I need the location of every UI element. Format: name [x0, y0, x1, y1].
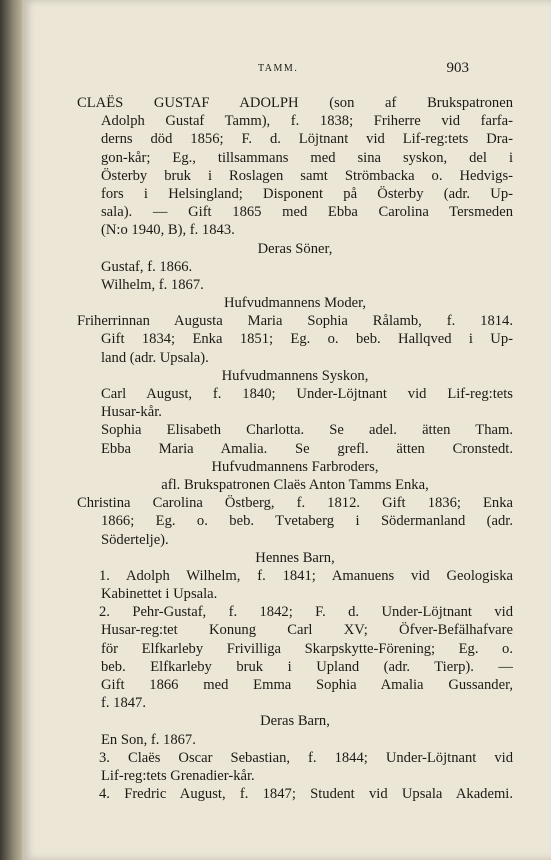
- text-line: land (adr. Upsala).: [101, 349, 209, 366]
- section-heading: Hennes Barn,: [255, 549, 335, 566]
- section-heading: Hufvudmannens Farbroders,: [211, 458, 379, 475]
- text-line: Lif-reg:tets Grenadier-kår.: [101, 767, 255, 784]
- list-item: 1. Adolph Wilhelm, f. 1841; Amanuens vid Geologiska: [99, 567, 513, 584]
- text-line: Husar-kår.: [101, 404, 162, 421]
- text-line: Christina Carolina Östberg, f. 1812. Gift 1836; Enka: [77, 495, 513, 512]
- page-number: 903: [446, 60, 469, 76]
- section-heading: afl. Brukspatronen Claës Anton Tamms Enka,: [161, 476, 429, 493]
- page-body: [77, 94, 513, 803]
- running-title: TAMM.: [258, 63, 299, 74]
- text-line: Gustaf, f. 1866.: [101, 258, 193, 275]
- text-line: En Son, f. 1867.: [101, 731, 196, 748]
- list-item: 2. Pehr-Gustaf, f. 1842; F. d. Under-Löjtnant vid: [99, 604, 513, 621]
- text-line: beb. Elfkarleby bruk i Upland (adr. Tierp). —: [101, 658, 513, 675]
- text-line: derns död 1856; F. d. Löjtnant vid Lif-reg:tets Dra-: [101, 131, 513, 148]
- text-line: 1866; Eg. o. beb. Tvetaberg i Södermanland (adr.: [101, 513, 513, 530]
- text-line: Södertelje).: [101, 531, 169, 548]
- text-line: sala). — Gift 1865 med Ebba Carolina Tersmeden: [101, 204, 513, 221]
- text-line: Kabinettet i Upsala.: [101, 586, 218, 603]
- text-line: gon-kår; Eg., tillsammans med sina syskon, del i: [101, 149, 513, 166]
- text-line: (N:o 1940, B), f. 1843.: [101, 222, 235, 239]
- text-line: CLAËS GUSTAF ADOLPH (son af Brukspatronen: [77, 95, 513, 111]
- text-line: Wilhelm, f. 1867.: [101, 276, 204, 293]
- text-line: Sophia Elisabeth Charlotta. Se adel. ätten Tham.: [101, 422, 513, 439]
- section-heading: Hufvudmannens Syskon,: [221, 367, 369, 384]
- book-spine: [0, 0, 22, 860]
- text-line: Gift 1834; Enka 1851; Eg. o. beb. Hallqved i Up-: [101, 331, 513, 348]
- book-page: [22, 0, 551, 860]
- text-line: Gift 1866 med Emma Sophia Amalia Gussander,: [101, 677, 513, 693]
- text-line: f. 1847.: [101, 695, 146, 712]
- list-item: 4. Fredric August, f. 1847; Student vid Upsala Akademi.: [99, 786, 513, 803]
- text-line: Ebba Maria Amalia. Se grefl. ätten Cronstedt.: [101, 440, 513, 457]
- text-line: Carl August, f. 1840; Under-Löjtnant vid Lif-reg:tets: [101, 386, 513, 402]
- section-heading: Hufvudmannens Moder,: [223, 295, 367, 312]
- text-line: Friherrinnan Augusta Maria Sophia Rålamb, f. 1814.: [77, 313, 513, 330]
- text-line: fors i Helsingland; Disponent på Österby (adr. Up-: [101, 185, 513, 202]
- list-item: 3. Claës Oscar Sebastian, f. 1844; Under-Löjtnant vid: [99, 749, 513, 766]
- text-line: Husar-reg:tet Konung Carl XV; Öfver-Befälhafvare: [101, 622, 513, 639]
- text-line: Adolph Gustaf Tamm), f. 1838; Friherre vid farfa-: [101, 113, 513, 130]
- text-line: Österby bruk i Roslagen samt Strömbacka o. Hedvigs-: [101, 167, 513, 184]
- section-heading: Deras Söner,: [257, 240, 333, 257]
- running-header: [22, 60, 551, 82]
- section-heading: Deras Barn,: [260, 713, 330, 730]
- text-line: för Elfkarleby Frivilliga Skarpskytte-Förening; Eg. o.: [101, 640, 513, 657]
